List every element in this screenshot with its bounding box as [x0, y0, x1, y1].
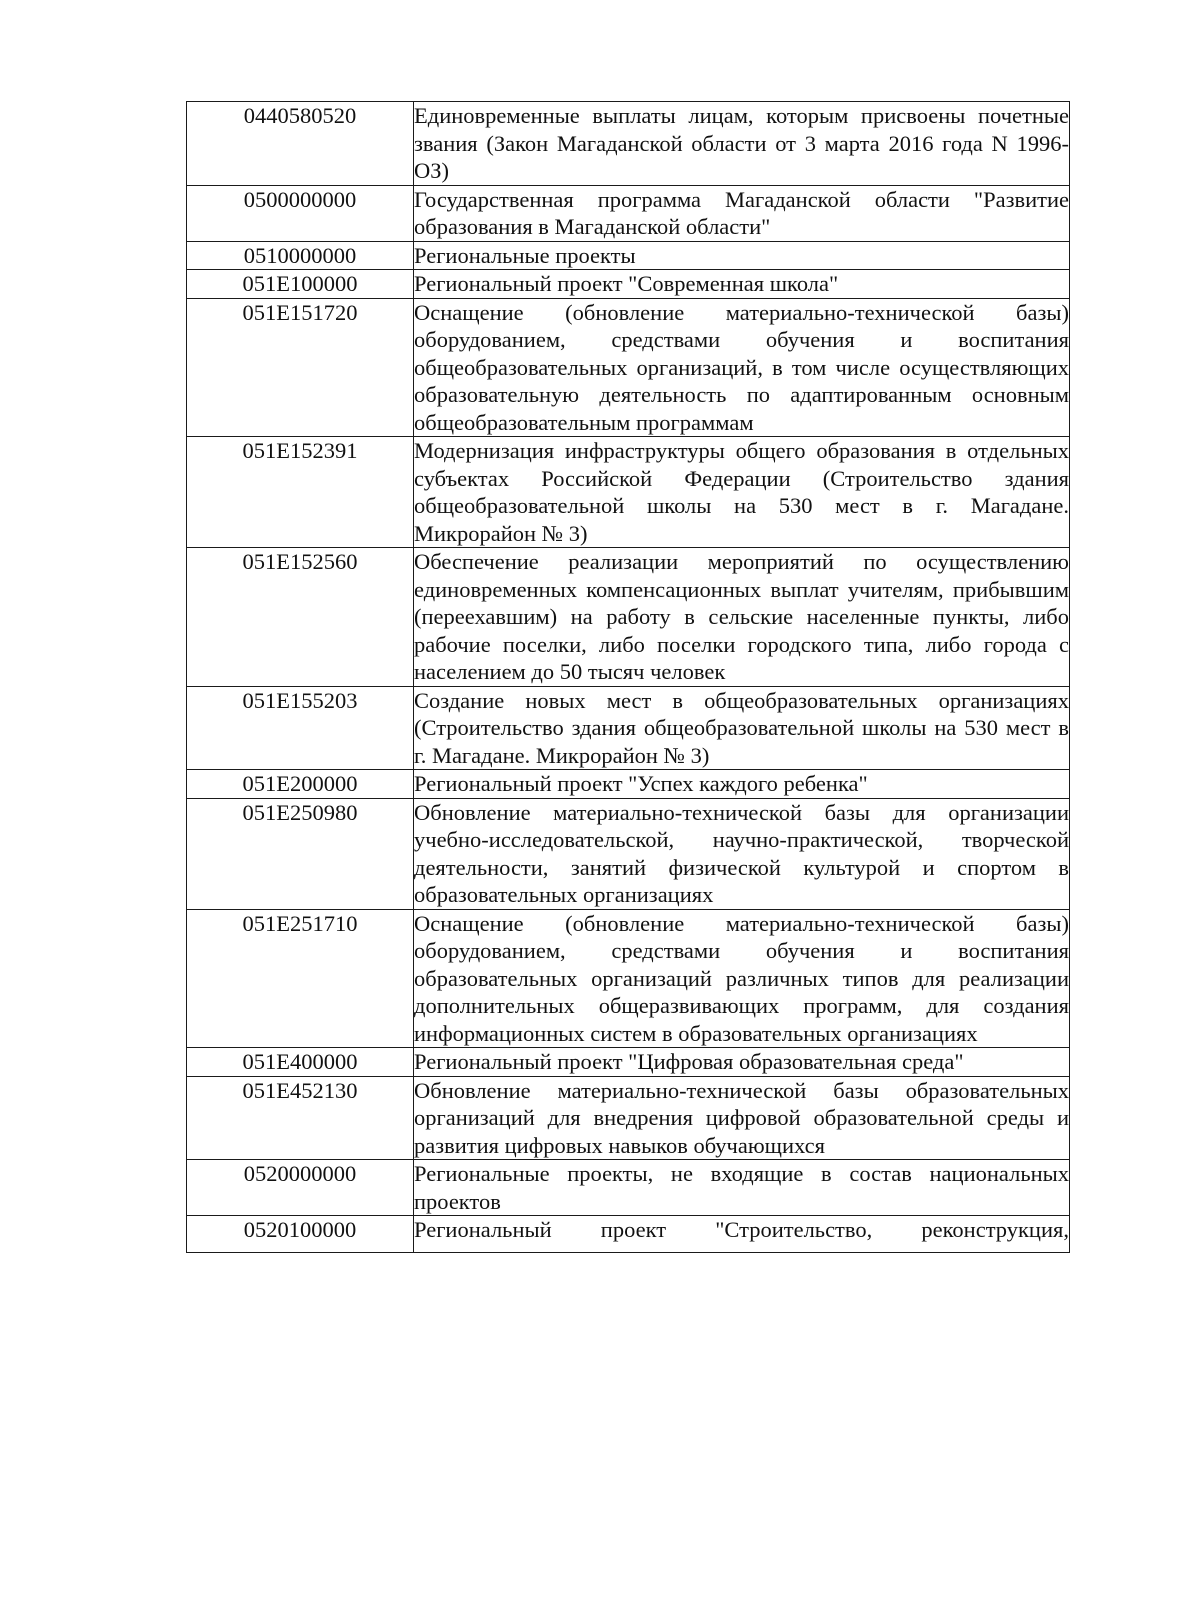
- table-row: [187, 770, 1070, 799]
- code-cell: 0520100000: [187, 1216, 414, 1253]
- code-cell: 051E155203: [187, 686, 414, 770]
- description-cell: [414, 798, 1070, 909]
- budget-codes-table: [186, 101, 1070, 1253]
- description-cell: [414, 1160, 1070, 1216]
- description-cell: [414, 1048, 1070, 1077]
- description-text: Создание новых мест в общеобразовательных организациях (Строительство здания общеобразовательной школы на 530 мест в г. Магадане. Микрорайон № 3): [414, 687, 1069, 768]
- code-cell: 0500000000: [187, 185, 414, 241]
- table-row: [187, 102, 1070, 186]
- code-cell: 051E152560: [187, 548, 414, 687]
- description-text: Модернизация инфраструктуры общего образования в отдельных субъектах Российской Федерации (Строительство здания общеобразовательной школы на 530 мест в г. Магадане. Микрорайон № 3): [414, 438, 1069, 546]
- code-cell: 0520000000: [187, 1160, 414, 1216]
- table-row: [187, 1076, 1070, 1160]
- code-cell: 051E151720: [187, 298, 414, 437]
- code-cell: 051E400000: [187, 1048, 414, 1077]
- code-cell: 051E200000: [187, 770, 414, 799]
- table-row: [187, 1216, 1070, 1253]
- description-cell: [414, 102, 1070, 186]
- table-row: [187, 185, 1070, 241]
- description-text: Региональные проекты, не входящие в состав национальных проектов: [414, 1161, 1069, 1214]
- description-text: Оснащение (обновление материально-технической базы) оборудованием, средствами обучения и воспитания образовательных организаций различных типов для реализации дополнительных общеразвивающих программ, для создания информационных систем в образовательных организациях: [414, 910, 1069, 1046]
- table-row: [187, 298, 1070, 437]
- description-cell: [414, 241, 1070, 270]
- description-cell: [414, 1076, 1070, 1160]
- code-cell: 0440580520: [187, 102, 414, 186]
- description-text: Региональный проект "Современная школа": [414, 271, 839, 296]
- description-text: Региональный проект "Цифровая образовательная среда": [414, 1049, 964, 1074]
- code-cell: 051E100000: [187, 270, 414, 299]
- description-cell: [414, 270, 1070, 299]
- description-text: Обеспечение реализации мероприятий по осуществлению единовременных компенсационных выплат учителям, прибывшим (переехавшим) на работу в сельские населенные пункты, либо рабочие поселки, либо поселки городского типа, либо города с населением до 50 тысяч человек: [414, 549, 1069, 684]
- code-cell: 051E452130: [187, 1076, 414, 1160]
- description-text: Оснащение (обновление материально-технической базы) оборудованием, средствами обучения и воспитания общеобразовательных организаций, в том числе осуществляющих образовательную деятельность по адаптированным основным общеобразовательным программам: [414, 299, 1069, 435]
- table-row: [187, 270, 1070, 299]
- description-cell: [414, 1216, 1070, 1253]
- description-cell: [414, 909, 1070, 1048]
- table-row: [187, 241, 1070, 270]
- table-row: [187, 1048, 1070, 1077]
- description-text: Региональный проект "Успех каждого ребенка": [414, 771, 868, 796]
- table-row: [187, 1160, 1070, 1216]
- description-text: Государственная программа Магаданской области "Развитие образования в Магаданской области": [414, 186, 1069, 239]
- table-row: [187, 437, 1070, 548]
- description-cell: [414, 298, 1070, 437]
- code-cell: 051E152391: [187, 437, 414, 548]
- description-text: Обновление материально-технической базы образовательных организаций для внедрения цифровой образовательной среды и развития цифровых навыков обучающихся: [414, 1077, 1069, 1158]
- table-row: [187, 909, 1070, 1048]
- code-cell: 051E250980: [187, 798, 414, 909]
- code-cell: 051E251710: [187, 909, 414, 1048]
- description-cell: [414, 686, 1070, 770]
- description-cell: [414, 185, 1070, 241]
- table-row: [187, 548, 1070, 687]
- description-cell: [414, 437, 1070, 548]
- description-cell: [414, 548, 1070, 687]
- table-row: [187, 686, 1070, 770]
- description-cell: [414, 770, 1070, 799]
- description-text: Обновление материально-технической базы для организации учебно-исследовательской, научно-практической, творческой деятельности, занятий физической культурой и спортом в образовательных организациях: [414, 799, 1069, 907]
- description-text: Региональные проекты: [414, 242, 636, 268]
- code-cell: 0510000000: [187, 241, 414, 270]
- table-row: [187, 798, 1070, 909]
- description-text: Региональный проект "Строительство, реконструкция,: [414, 1217, 1069, 1242]
- description-text: Единовременные выплаты лицам, которым присвоены почетные звания (Закон Магаданской области от 3 марта 2016 года N 1996-ОЗ): [414, 103, 1069, 183]
